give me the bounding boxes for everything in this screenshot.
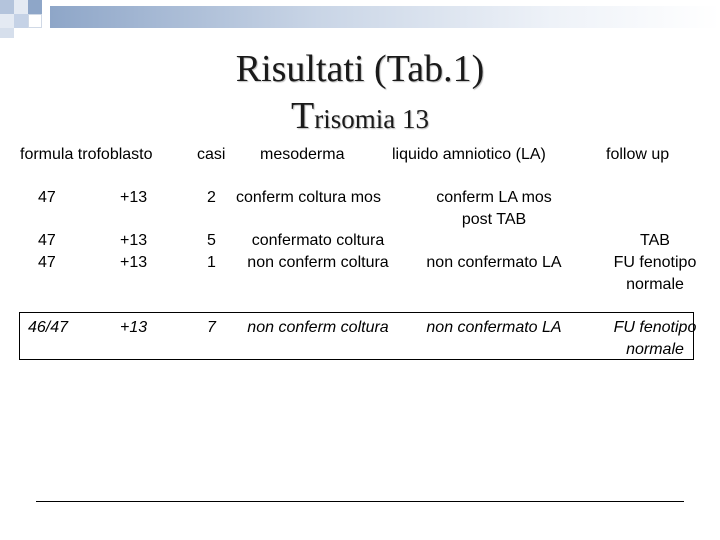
decor-square xyxy=(0,0,14,14)
header-follow-up: follow up xyxy=(606,146,670,163)
decor-square xyxy=(28,14,42,28)
header-mesoderma: mesoderma xyxy=(260,146,345,163)
row1-liquido-line1: conferm LA mos xyxy=(436,189,552,206)
slide-subtitle xyxy=(0,96,720,139)
decor-square xyxy=(0,14,14,28)
row2-follow-line3: normale xyxy=(626,276,684,293)
row1-casi: 2 xyxy=(207,189,216,206)
row1-liquido-line2: post TAB xyxy=(461,211,527,228)
row2-trofoblasto-b: +13 xyxy=(120,254,148,271)
row2-trofoblasto-a: +13 xyxy=(120,232,148,249)
decor-square xyxy=(28,0,42,14)
row2-casi-a: 5 xyxy=(207,232,216,249)
header-gradient-bar xyxy=(50,6,720,28)
row2-casi-b: 1 xyxy=(207,254,216,271)
header-casi: casi xyxy=(197,146,226,163)
slide-title: Risultati (Tab.1) xyxy=(235,48,485,90)
row3-trofoblasto: +13 xyxy=(120,319,148,336)
row3-liquido: non confermato LA xyxy=(426,319,562,336)
row1-trofoblasto: +13 xyxy=(120,189,148,206)
row2-formula-b: 47 xyxy=(38,254,56,271)
subtitle-initial: T xyxy=(291,95,315,137)
row2-mesoderma-a: confermato coltura xyxy=(251,232,385,249)
row3-casi: 7 xyxy=(207,319,216,336)
row2-follow-line1: TAB xyxy=(640,232,670,249)
row2-formula-a: 47 xyxy=(38,232,56,249)
footer-rule xyxy=(36,501,684,502)
decor-square xyxy=(0,28,14,38)
row3-follow-line2: normale xyxy=(626,341,684,358)
row2-follow-line2: FU fenotipo xyxy=(613,254,697,271)
row1-mesoderma: conferm coltura mos xyxy=(236,189,381,206)
header-formula: formula trofoblasto xyxy=(20,146,153,163)
header-liquido: liquido amniotico (LA) xyxy=(392,146,546,163)
row3-mesoderma: non conferm coltura xyxy=(247,319,389,336)
row3-follow-line1: FU fenotipo xyxy=(613,319,697,336)
row2-liquido: non confermato LA xyxy=(426,254,562,271)
row1-formula: 47 xyxy=(38,189,56,206)
decor-square xyxy=(14,14,28,28)
subtitle-rest: risomia 13 xyxy=(314,104,429,134)
decor-square xyxy=(14,0,28,14)
row3-formula: 46/47 xyxy=(28,319,69,336)
row2-mesoderma-b: non conferm coltura xyxy=(247,254,389,271)
